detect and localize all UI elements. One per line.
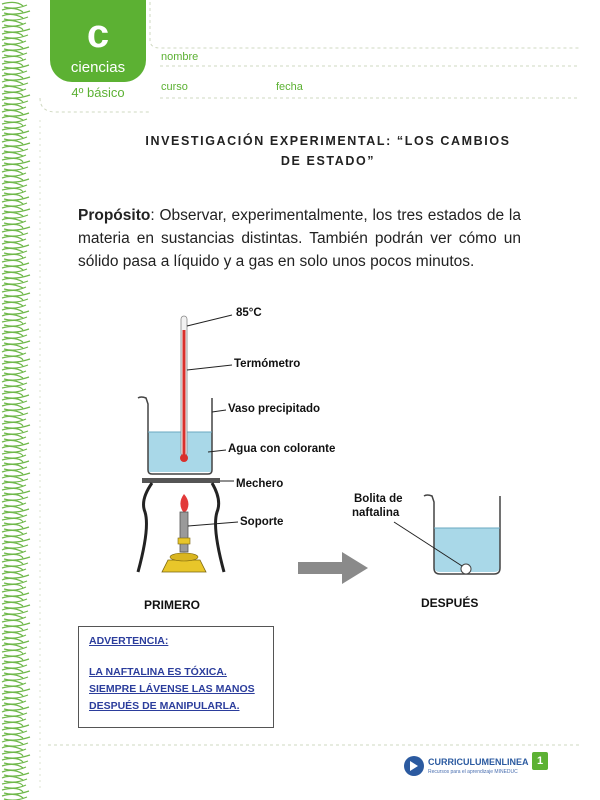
fecha-field-label: fecha: [276, 81, 303, 93]
naphthalene-ball: [461, 564, 471, 574]
burner-collar: [178, 538, 190, 544]
despues-caption: DESPUÉS: [421, 596, 479, 610]
transition-arrow: [298, 552, 368, 584]
tripod-right-leg: [212, 483, 224, 572]
thermometer-mercury: [183, 330, 186, 456]
grade-label: 4º básico: [71, 85, 125, 100]
page-number: 1: [532, 752, 548, 770]
primero-caption: PRIMERO: [144, 598, 201, 612]
beaker-water: [148, 432, 212, 472]
bolita-label-line1: Bolita de: [354, 493, 403, 505]
soporte-label: Soporte: [240, 516, 284, 528]
purpose-text: : Observar, experimentalmente, los tres estados de la materia en sustancias distintas. También podrán ver cómo un sólido pasa a líquido y a gas en solo unos pocos minutos.: [78, 207, 521, 270]
thermometer-bulb: [180, 454, 188, 462]
warning-body: LA NAFTALINA ES TÓXICA. SIEMPRE LÁVENSE LAS MANOS DESPUÉS DE MANIPULARLA.: [89, 666, 255, 712]
title-line-2: DE ESTADO”: [280, 154, 376, 168]
curso-field-label: curso: [161, 81, 188, 93]
termometro-label: Termómetro: [234, 358, 301, 370]
vaso-label: Vaso precipitado: [228, 403, 321, 415]
footer-brand: CURRICULUMENLINEA: [428, 757, 529, 767]
burner-tube: [180, 512, 188, 552]
footer-brand-sub: Recursos para el aprendizaje MINEDUC: [428, 769, 518, 775]
bolita-label-line2: naftalina: [352, 507, 400, 519]
warning-title: ADVERTENCIA:: [89, 635, 169, 647]
logo-word: ciencias: [70, 59, 126, 76]
title-line-1: INVESTIGACIÓN EXPERIMENTAL: “LOS CAMBIOS: [145, 134, 511, 148]
burner-base: [162, 560, 206, 572]
logo-letter: c: [86, 12, 110, 56]
flame: [180, 494, 188, 512]
warning-box: [78, 626, 274, 728]
purpose-label: Propósito: [78, 207, 151, 224]
agua-label: Agua con colorante: [228, 443, 336, 455]
mechero-label: Mechero: [236, 478, 284, 490]
temp-label: 85°C: [236, 307, 262, 319]
tripod-left-leg: [138, 483, 152, 572]
nombre-field-label: nombre: [161, 51, 199, 63]
tripod-plate: [142, 478, 220, 483]
